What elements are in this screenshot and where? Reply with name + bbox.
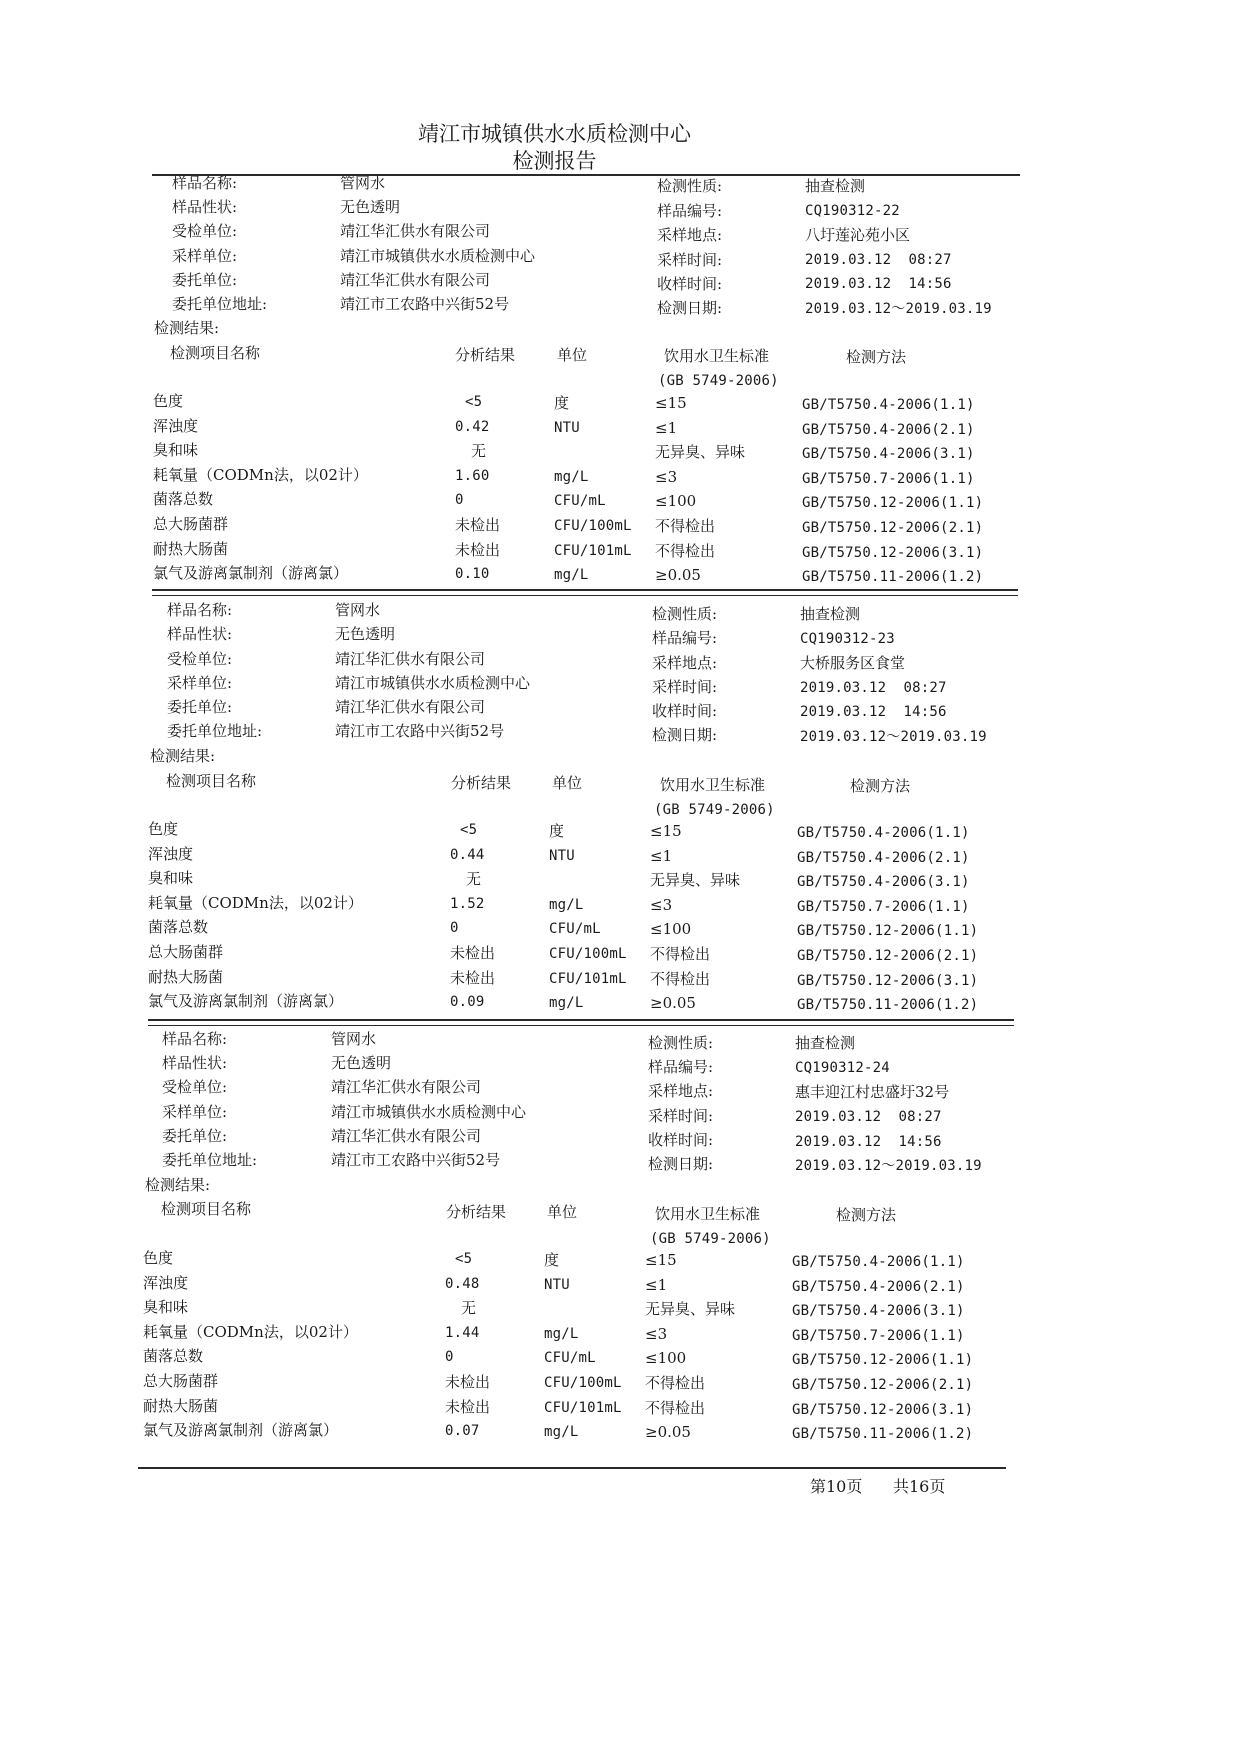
page-total: 共16页 (893, 1477, 946, 1496)
row-standard: ≤15 (650, 822, 682, 840)
row-item: 耗氧量（CODMn法，以02计） (148, 893, 363, 912)
row-item: 菌落总数 (143, 1347, 204, 1366)
row-standard: 不得检出 (650, 945, 711, 963)
row-result: 未检出 (445, 1373, 491, 1391)
row-unit: NTU (544, 1276, 570, 1293)
col-standard-code: (GB 5749-2006) (658, 373, 779, 389)
row-method: GB/T5750.12-2006(3.1) (797, 972, 979, 989)
label-inspected-unit: 受检单位: (172, 222, 238, 240)
row-method: GB/T5750.4-2006(3.1) (797, 874, 970, 891)
row-standard: 不得检出 (650, 969, 711, 988)
label-sampling-site: 采样地点: (648, 1082, 714, 1100)
value-sampling-unit: 靖江市城镇供水水质检测中心 (335, 674, 531, 692)
value-sample-state: 无色透明 (331, 1054, 392, 1072)
row-result: 1.44 (445, 1324, 480, 1341)
row-method: GB/T5750.12-2006(2.1) (797, 948, 979, 964)
value-entrusting-address: 靖江市工农路中兴街52号 (335, 722, 505, 740)
label-sampling-unit: 采样单位: (172, 247, 238, 265)
row-standard: 不得检出 (655, 541, 716, 560)
value-receiving-time: 2019.03.12 14:56 (795, 1134, 942, 1150)
row-item: 氯气及游离氯制剂（游离氯） (143, 1421, 339, 1440)
row-result: 未检出 (450, 968, 496, 987)
value-entrusting-address: 靖江市工农路中兴街52号 (331, 1151, 501, 1169)
row-item: 浑浊度 (153, 416, 199, 435)
row-standard: 无异臭、异味 (645, 1300, 736, 1319)
value-entrusting-unit: 靖江华汇供水有限公司 (340, 271, 491, 289)
value-test-date: 2019.03.12～2019.03.19 (795, 1158, 982, 1174)
label-test-date: 检测日期: (648, 1155, 714, 1173)
value-sample-state: 无色透明 (340, 198, 401, 216)
label-sample-name: 样品名称: (172, 174, 238, 192)
value-sampling-site: 惠丰迎江村忠盛圩32号 (795, 1083, 950, 1101)
value-sampling-time: 2019.03.12 08:27 (800, 680, 947, 696)
row-item: 耗氧量（CODMn法，以02计） (143, 1322, 358, 1341)
value-inspected-unit: 靖江华汇供水有限公司 (335, 650, 486, 668)
row-item: 耐热大肠菌 (153, 539, 229, 558)
label-test-date: 检测日期: (657, 299, 723, 317)
value-sampling-site: 大桥服务区食堂 (800, 654, 906, 672)
row-unit: mg/L (549, 995, 584, 1012)
label-receiving-time: 收样时间: (657, 275, 723, 293)
row-item: 总大肠菌群 (153, 515, 229, 533)
row-standard: ≤1 (655, 418, 678, 437)
row-result: 0 (445, 1349, 454, 1366)
value-entrusting-unit: 靖江华汇供水有限公司 (331, 1127, 482, 1145)
row-standard: ≤1 (645, 1275, 668, 1294)
value-test-nature: 抽查检测 (805, 177, 866, 195)
row-unit: 度 (544, 1251, 560, 1269)
row-method: GB/T5750.4-2006(2.1) (797, 849, 970, 866)
row-unit: CFU/100mL (549, 946, 627, 962)
row-method: GB/T5750.12-2006(2.1) (802, 520, 984, 536)
label-sample-number: 样品编号: (648, 1058, 714, 1076)
row-item: 臭和味 (143, 1298, 189, 1317)
row-result: 未检出 (445, 1397, 491, 1416)
value-test-date: 2019.03.12～2019.03.19 (800, 729, 987, 745)
row-method: GB/T5750.11-2006(1.2) (802, 569, 984, 586)
label-test-nature: 检测性质: (648, 1034, 714, 1052)
value-sampling-time: 2019.03.12 08:27 (805, 252, 952, 268)
row-method: GB/T5750.11-2006(1.2) (797, 997, 979, 1014)
row-standard: ≤100 (645, 1349, 687, 1368)
label-sample-state: 样品性状: (167, 625, 233, 643)
label-entrusting-address: 委托单位地址: (167, 722, 263, 740)
row-standard: ≤100 (650, 920, 692, 939)
value-test-nature: 抽查检测 (795, 1034, 856, 1052)
col-item: 检测项目名称 (166, 772, 257, 790)
value-receiving-time: 2019.03.12 14:56 (805, 276, 952, 292)
value-sampling-site: 八圩莲沁苑小区 (805, 226, 911, 244)
label-results: 检测结果: (154, 319, 220, 337)
label-receiving-time: 收样时间: (652, 702, 718, 720)
row-item: 耗氧量（CODMn法，以02计） (153, 465, 368, 484)
row-method: GB/T5750.12-2006(1.1) (792, 1352, 974, 1369)
row-item: 耐热大肠菌 (143, 1396, 219, 1415)
label-sampling-time: 采样时间: (652, 678, 718, 696)
row-method: GB/T5750.4-2006(2.1) (792, 1278, 965, 1295)
col-unit: 单位 (557, 346, 588, 364)
label-sample-name: 样品名称: (167, 601, 233, 619)
value-sample-number: CQ190312-23 (800, 631, 895, 647)
footer-rule (138, 1467, 1006, 1469)
row-unit: CFU/101mL (554, 542, 632, 559)
value-test-nature: 抽查检测 (800, 605, 861, 623)
col-standard: 饮用水卫生标准 (664, 347, 770, 365)
row-unit: mg/L (544, 1325, 579, 1342)
page-number: 第10页 (810, 1477, 863, 1496)
row-unit: CFU/mL (554, 493, 606, 510)
row-standard: ≤3 (650, 895, 673, 914)
row-unit: 度 (554, 394, 570, 412)
label-sampling-time: 采样时间: (648, 1107, 714, 1125)
row-unit: mg/L (544, 1424, 579, 1441)
label-entrusting-unit: 委托单位: (167, 698, 233, 716)
row-unit: CFU/100mL (544, 1375, 622, 1391)
value-sampling-unit: 靖江市城镇供水水质检测中心 (340, 247, 536, 265)
row-result: 未检出 (455, 516, 501, 534)
col-standard: 饮用水卫生标准 (660, 776, 766, 794)
section-bottom-rule (152, 589, 1018, 591)
row-standard: 不得检出 (645, 1398, 706, 1417)
col-result: 分析结果 (455, 346, 516, 364)
label-entrusting-unit: 委托单位: (162, 1127, 228, 1145)
label-sample-name: 样品名称: (162, 1030, 228, 1048)
value-sample-name: 管网水 (340, 174, 386, 192)
col-method: 检测方法 (836, 1206, 897, 1224)
col-item: 检测项目名称 (161, 1200, 252, 1218)
row-result: 0 (455, 492, 464, 509)
row-standard: ≤1 (650, 846, 673, 865)
col-standard-code: (GB 5749-2006) (650, 1231, 771, 1247)
label-entrusting-unit: 委托单位: (172, 271, 238, 289)
row-result: <5 (455, 1251, 473, 1267)
label-sampling-unit: 采样单位: (167, 674, 233, 692)
value-sample-name: 管网水 (331, 1030, 377, 1048)
col-result: 分析结果 (451, 774, 512, 792)
row-method: GB/T5750.11-2006(1.2) (792, 1426, 974, 1443)
row-item: 氯气及游离氯制剂（游离氯） (153, 564, 349, 583)
row-method: GB/T5750.12-2006(3.1) (792, 1401, 974, 1418)
row-result: <5 (465, 394, 483, 410)
row-standard: ≤100 (655, 492, 697, 511)
label-sample-state: 样品性状: (172, 198, 238, 216)
label-sample-number: 样品编号: (652, 629, 718, 647)
value-sample-name: 管网水 (335, 601, 381, 619)
value-sampling-unit: 靖江市城镇供水水质检测中心 (331, 1103, 527, 1121)
col-method: 检测方法 (846, 348, 907, 366)
row-method: GB/T5750.7-2006(1.1) (792, 1327, 965, 1344)
row-method: GB/T5750.12-2006(1.1) (797, 923, 979, 940)
row-item: 色度 (143, 1249, 174, 1267)
row-result: 无 (461, 1299, 477, 1318)
value-sample-number: CQ190312-24 (795, 1060, 890, 1076)
row-item: 氯气及游离氯制剂（游离氯） (148, 992, 344, 1011)
label-sampling-site: 采样地点: (657, 226, 723, 244)
row-standard: ≤3 (655, 467, 678, 486)
row-item: 臭和味 (153, 441, 199, 460)
section-bottom-rule-2 (152, 595, 1018, 596)
label-inspected-unit: 受检单位: (162, 1078, 228, 1096)
row-result: 1.60 (455, 467, 490, 484)
row-method: GB/T5750.4-2006(1.1) (797, 825, 970, 841)
value-entrusting-unit: 靖江华汇供水有限公司 (335, 698, 486, 716)
section-bottom-rule (148, 1019, 1014, 1021)
label-test-nature: 检测性质: (657, 177, 723, 195)
row-item: 色度 (148, 820, 179, 838)
row-standard: 不得检出 (655, 517, 716, 535)
label-receiving-time: 收样时间: (648, 1131, 714, 1149)
org-title: 靖江市城镇供水水质检测中心 (418, 122, 691, 146)
row-result: 0.44 (450, 846, 485, 863)
row-unit: CFU/101mL (544, 1399, 622, 1416)
value-sample-state: 无色透明 (335, 625, 396, 643)
row-result: 0.07 (445, 1423, 480, 1440)
row-result: 未检出 (450, 944, 496, 962)
row-item: 臭和味 (148, 869, 194, 888)
label-inspected-unit: 受检单位: (167, 650, 233, 668)
row-unit: CFU/101mL (549, 970, 627, 987)
label-results: 检测结果: (150, 747, 216, 765)
row-method: GB/T5750.4-2006(1.1) (792, 1254, 965, 1270)
row-method: GB/T5750.12-2006(3.1) (802, 544, 984, 561)
row-unit: mg/L (554, 567, 589, 584)
value-receiving-time: 2019.03.12 14:56 (800, 704, 947, 720)
row-unit: mg/L (549, 896, 584, 913)
label-sampling-unit: 采样单位: (162, 1103, 228, 1121)
row-result: 0.48 (445, 1275, 480, 1292)
row-unit: CFU/mL (544, 1350, 596, 1367)
row-result: 无 (466, 870, 482, 889)
col-standard-code: (GB 5749-2006) (654, 802, 775, 818)
row-result: 1.52 (450, 895, 485, 912)
row-result: 未检出 (455, 540, 501, 559)
row-unit: NTU (549, 847, 575, 864)
row-standard: ≤15 (655, 394, 687, 412)
row-standard: 无异臭、异味 (655, 443, 746, 462)
row-method: GB/T5750.12-2006(2.1) (792, 1377, 974, 1393)
row-item: 总大肠菌群 (143, 1372, 219, 1390)
col-method: 检测方法 (850, 777, 911, 795)
label-sampling-time: 采样时间: (657, 251, 723, 269)
row-item: 耐热大肠菌 (148, 967, 224, 986)
label-test-nature: 检测性质: (652, 605, 718, 623)
value-entrusting-address: 靖江市工农路中兴街52号 (340, 295, 510, 313)
row-method: GB/T5750.7-2006(1.1) (797, 898, 970, 915)
value-inspected-unit: 靖江华汇供水有限公司 (340, 222, 491, 240)
row-standard: ≤3 (645, 1324, 668, 1343)
row-standard: 无异臭、异味 (650, 871, 741, 890)
row-method: GB/T5750.4-2006(3.1) (792, 1303, 965, 1320)
row-result: 无 (471, 442, 487, 461)
row-standard: ≥0.05 (645, 1423, 691, 1442)
col-standard: 饮用水卫生标准 (655, 1205, 761, 1223)
col-unit: 单位 (552, 774, 583, 792)
row-method: GB/T5750.4-2006(2.1) (802, 421, 975, 438)
col-item: 检测项目名称 (170, 344, 261, 362)
row-item: 浑浊度 (143, 1273, 189, 1292)
row-unit: mg/L (554, 468, 589, 485)
label-test-date: 检测日期: (652, 726, 718, 744)
row-unit: 度 (549, 822, 565, 840)
row-unit: NTU (554, 419, 580, 436)
row-item: 总大肠菌群 (148, 943, 224, 961)
label-results: 检测结果: (145, 1176, 211, 1194)
row-method: GB/T5750.4-2006(3.1) (802, 446, 975, 463)
value-test-date: 2019.03.12～2019.03.19 (805, 301, 992, 317)
row-method: GB/T5750.12-2006(1.1) (802, 495, 984, 512)
col-result: 分析结果 (446, 1203, 507, 1221)
row-unit: CFU/mL (549, 921, 601, 938)
row-standard: ≤15 (645, 1251, 677, 1269)
row-standard: ≥0.05 (655, 566, 701, 585)
col-unit: 单位 (547, 1203, 578, 1221)
value-sample-number: CQ190312-22 (805, 203, 900, 219)
row-unit: CFU/100mL (554, 518, 632, 534)
value-inspected-unit: 靖江华汇供水有限公司 (331, 1078, 482, 1096)
row-result: 0.10 (455, 566, 490, 583)
label-entrusting-address: 委托单位地址: (172, 295, 268, 313)
row-result: 0.42 (455, 418, 490, 435)
label-sample-number: 样品编号: (657, 202, 723, 220)
label-sampling-site: 采样地点: (652, 654, 718, 672)
row-result: 0.09 (450, 994, 485, 1011)
row-item: 色度 (153, 392, 184, 410)
report-title: 检测报告 (512, 149, 597, 173)
row-method: GB/T5750.4-2006(1.1) (802, 397, 975, 413)
label-sample-state: 样品性状: (162, 1054, 228, 1072)
row-standard: ≥0.05 (650, 994, 696, 1013)
value-sampling-time: 2019.03.12 08:27 (795, 1109, 942, 1125)
row-item: 菌落总数 (153, 490, 214, 509)
label-entrusting-address: 委托单位地址: (162, 1151, 258, 1169)
row-result: <5 (460, 822, 478, 838)
row-item: 菌落总数 (148, 918, 209, 937)
section-bottom-rule-2 (148, 1025, 1014, 1026)
row-standard: 不得检出 (645, 1374, 706, 1392)
row-item: 浑浊度 (148, 844, 194, 863)
row-result: 0 (450, 920, 459, 937)
row-method: GB/T5750.7-2006(1.1) (802, 470, 975, 487)
